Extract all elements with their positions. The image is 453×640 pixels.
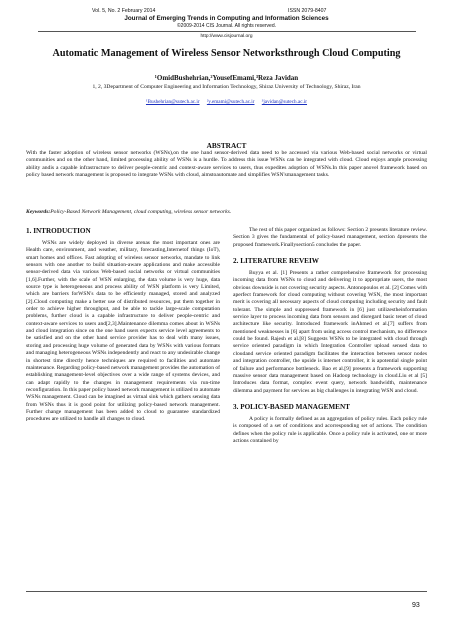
page-number: 93 (412, 602, 420, 609)
keywords-label: Keywords: (26, 209, 51, 215)
copyright: ©2009-2014 CIS Journal. All rights reserved. (176, 23, 276, 29)
footer-divider (26, 591, 427, 592)
literature-paragraph: Buyya et al. [1] Presents a rather comprehensive framework for processing incoming data from WSNs to cloud and delivering it to appropriate users, the most obvious downside is not covering security aspects. Antonopoulos et al. [2] Comes with aperfect framework for cloud computing without covering WSN, the most important merit is covering all necessary aspects of cloud computing including security and fault tolerant. The simple and suppressed framework in [6] just utilizestheinformation service layer to process incoming data from sensors and disregard basic tenet of cloud architecture like security. Introduced framework inAhmed et al.[7] suffers from mentioned weaknesses in [6] apart from using access control mechanism, no difference could be found. Rajesh et al.[8] Suggests WSNs to be integrated with cloud through service oriented paradigm in which Integration Controller upload sensed data to cloudand service oriented paradigm facilitates the interaction between sensor nodes and integration controller, the upside is internet controller, it is apotential single point of failure and performance bottleneck. Bao et al.[9] presents a framework supporting massive sensor data management based on Hadoop technology in cloud.Liu et al [5] Introduces data format, complex event query, network bandwidth, maintenance dilemma and payment for services as big challenges in integrating WSN and cloud. (233, 270, 427, 394)
email-link-3[interactable]: ³javidan@sutech.ac.ir (261, 99, 308, 105)
issn: ISSN 2079-8407 (288, 8, 327, 14)
keywords (26, 209, 427, 215)
outline-paragraph: The rest of this paper organized as follows: Section 2 presents literature review. Section 3 gives the fundamental of policy-based management, section 4presents the proposed framework.Finallysection5 concludes the paper. (233, 227, 427, 248)
email-link-2[interactable]: ²y.emami@sutech.ac.ir (206, 99, 255, 105)
journal-url: http://www.cisjournal.org (200, 34, 253, 39)
keywords-text: Policy-Based Network Management, cloud computing, wireless sensor networks. (50, 209, 232, 215)
journal-title: Journal of Emerging Trends in Computing and Information Sciences (124, 15, 329, 22)
authors: ¹OmidBushehrian,²YousefEmami,³Reza Javidan (154, 74, 299, 82)
email-link-1[interactable]: ¹Bushehrian@sutech.ac.ir (145, 99, 200, 105)
paper-title: Automatic Management of Wireless Sensor Networksthrough Cloud Computing (52, 48, 401, 59)
section-heading-policy: 3. POLICY-BASED MANAGEMENT (233, 402, 350, 411)
left-column (26, 227, 220, 426)
policy-paragraph: A policy is formally defined as an aggregation of policy rules. Each policy rule is composed of a set of conditions and acorresponding set of actions. The condition defines when the policy rule is applicable. Once a policy rule is activated, one or more actions contained by (233, 415, 427, 444)
section-heading-introduction: 1. INTRODUCTION (26, 227, 91, 235)
abstract-text: With the faster adoption of wireless sensor networks (WSNs),on the one hand sensor-derived data need to be accessed via various Web-based social networks or virtual communities and on the other hand, limited processing ability of WSNs is a hurdle. To address this issue WSNs can be integrated with cloud. Cloud enjoys ample processing ability andis a capable infrastructure to deliver people-centric and context-aware services to users, thus expedites adoption of WSNs.In this paper anovel framework based on policy based network management is proposed to integrate WSNs with cloud, aimstoautomate and simplifies WSN'smanagement tasks. (26, 150, 427, 179)
section-heading-literature: 2. LITERATURE REVEIW (233, 257, 319, 266)
author-emails (0, 99, 453, 105)
affiliation: 1, 2, 3Department of Computer Engineering and Information Technology, Shiraz University of Technology, Shiraz, Iran (92, 84, 361, 90)
abstract-heading: ABSTRACT (206, 141, 247, 150)
right-column (233, 227, 427, 447)
volume-info: Vol. 5, No. 2 February 2014 (92, 8, 156, 14)
intro-paragraph: WSNs are widely deployed in diverse arenas the most important ones are Health care, environment, and weather, military, forecasting,Internetof things (IoT), smart homes and offices. Fast adopting of wireless sensor networks, mandate to link sensors with one another to build situation-aware applications and make accessible sensor-derived data via various Web-based social networks or virtual communities [1,6].Further, with the scale of WSN enlarging, the data volume is very huge, data source type is heterogeneous and process ability of WSN platform is very Limited, which are barriers forWSN's data to be efficiently managed, stored and analyzed [2].Cloud computing make a better use of distributed resources, put them together in order to achieve higher throughput, and be able to tackle large-scale computation problems, further cloud is a capable infrastructure to deliver people-centric and context-aware services to users and[2,3].Maintenance dilemma comes about in WSNs and cloud integration since on the one hand users expects service level agreements to be satisfied and on the other hand service provider has to deal with many issues, storing and processing huge volume of generated data by WSNs with various formats and managing heterogeneous WSNs independently and react to any undesirable change in shortest time directly hence techniques are required to facilities and automate maintenance. Regarding policy-based network management provides the automation of establishing management-level objectives over a wide range of systems devices, and can adapt rapidly to the changes in management requirements via run-time reconfiguration. In this paper policy based network management is utilized to automate WSNs management. Cloud can be imagined as virtual sink which gathers sensing data from WSNs thus it is good point for utilizing policy-based network management. Further change management has been added to cloud to guarantee standardized procedures are utilized to handle all changes to cloud. (26, 240, 220, 423)
header-divider (38, 31, 416, 32)
